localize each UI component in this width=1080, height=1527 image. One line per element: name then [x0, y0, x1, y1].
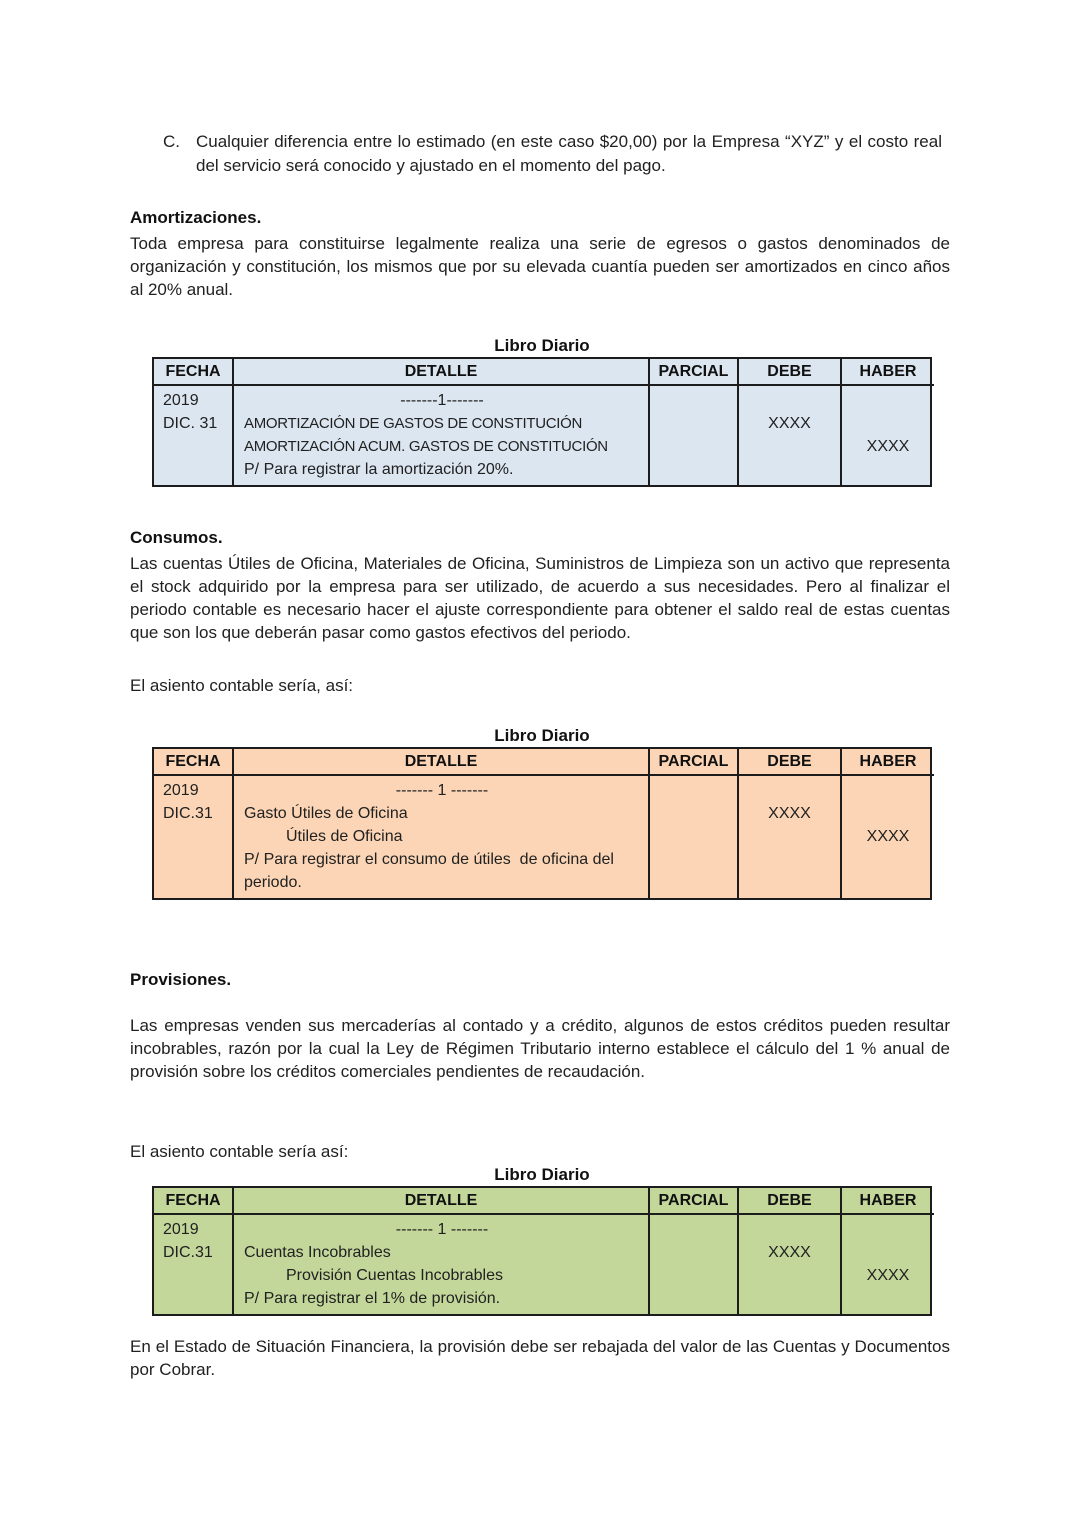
detalle-cell — [234, 386, 650, 485]
lead-in-provisiones: El asiento contable sería así: — [130, 1142, 349, 1161]
list-item-c-text: Cualquier diferencia entre lo estimado (en este caso $20,00) por la Empresa “XYZ” y el costo real del servicio será conocido y ajustado en el momento del pago. — [196, 132, 942, 175]
debe-value: XXXX — [768, 805, 811, 822]
entry-number-line: -------1------- — [400, 392, 484, 409]
empty-line — [842, 802, 934, 825]
note-line: P/ Para registrar el consumo de útiles de oficina del periodo. — [244, 851, 619, 891]
empty-line — [842, 1218, 934, 1241]
entry-number-line: ------- 1 ------- — [395, 1221, 489, 1238]
note-line: P/ Para registrar la amortización 20%. — [244, 461, 514, 478]
fecha-day: DIC.31 — [163, 805, 213, 822]
table-title: Libro Diario — [494, 336, 590, 355]
header-cell-haber: HABER — [842, 359, 934, 386]
note-line: P/ Para registrar el 1% de provisión. — [244, 1290, 501, 1307]
empty-line — [842, 412, 934, 435]
debe-cell — [739, 1215, 842, 1314]
journal-table — [152, 1186, 932, 1316]
detalle-cell — [234, 776, 650, 898]
journal-table-block-provisiones — [152, 1163, 932, 1316]
entry-number-line: ------- 1 ------- — [395, 782, 489, 799]
paragraph-provisiones: Las empresas venden sus mercaderías al contado y a crédito, algunos de estos créditos pueden resultar incobrables, razón por la cual la Ley de Régimen Tributario interno establece el cálculo del 1 % anual de provisión sobre los créditos comerciales pendientes de recaudación. — [130, 1016, 950, 1081]
empty-line — [739, 389, 840, 412]
detalle-cell — [234, 1215, 650, 1314]
haber-cell — [842, 386, 934, 485]
list-item-c — [163, 130, 942, 178]
list-item-c-label: C. — [163, 132, 180, 151]
credit-account-line: Provisión Cuentas Incobrables — [286, 1267, 504, 1284]
heading-amortizaciones: Amortizaciones. — [130, 208, 262, 227]
heading-consumos: Consumos. — [130, 528, 223, 547]
parcial-cell — [650, 386, 739, 485]
fecha-cell — [154, 1215, 234, 1314]
fecha-day: DIC. 31 — [163, 415, 218, 432]
empty-line — [739, 1218, 840, 1241]
header-cell-parcial: PARCIAL — [650, 749, 739, 776]
header-cell-detalle: DETALLE — [234, 1188, 650, 1215]
heading-provisiones: Provisiones. — [130, 970, 232, 989]
header-cell-debe: DEBE — [739, 1188, 842, 1215]
credit-account-line: AMORTIZACIÓN ACUM. GASTOS DE CONSTITUCIÓN — [244, 438, 608, 455]
haber-value: XXXX — [866, 438, 910, 455]
debe-cell — [739, 776, 842, 898]
journal-table — [152, 357, 932, 487]
header-cell-detalle: DETALLE — [234, 359, 650, 386]
header-cell-parcial: PARCIAL — [650, 1188, 739, 1215]
header-cell-debe: DEBE — [739, 359, 842, 386]
empty-line — [842, 389, 934, 412]
fecha-year: 2019 — [163, 782, 199, 799]
paragraph-closing: En el Estado de Situación Financiera, la provisión debe ser rebajada del valor de las Cuentas y Documentos por Cobrar. — [130, 1337, 950, 1379]
empty-line — [842, 1241, 934, 1264]
paragraph-consumos: Las cuentas Útiles de Oficina, Materiales de Oficina, Suministros de Limpieza son un activo que representa el stock adquirido por la empresa para ser utilizado, de acuerdo a sus necesidades. Pero al finalizar el periodo contable es necesario hacer el ajuste correspondiente para obtener el saldo real de estas cuentas que son los que deberán pasar como gastos efectivos del periodo. — [130, 554, 950, 642]
header-cell-fecha: FECHA — [154, 359, 234, 386]
journal-table-block-amortizacion — [152, 334, 932, 487]
credit-account-line: Útiles de Oficina — [286, 828, 403, 845]
fecha-day: DIC.31 — [163, 1244, 213, 1261]
fecha-year: 2019 — [163, 392, 199, 409]
header-cell-fecha: FECHA — [154, 1188, 234, 1215]
haber-value: XXXX — [866, 828, 910, 845]
header-cell-detalle: DETALLE — [234, 749, 650, 776]
debe-value: XXXX — [768, 1244, 811, 1261]
paragraph-amortizaciones: Toda empresa para constituirse legalmente realiza una serie de egresos o gastos denominados de organización y constitución, los mismos que por su elevada cuantía pueden ser amortizados en cinco años al 20% anual. — [130, 234, 950, 299]
header-cell-haber: HABER — [842, 749, 934, 776]
debe-value: XXXX — [768, 415, 811, 432]
haber-cell — [842, 776, 934, 898]
fecha-cell — [154, 776, 234, 898]
parcial-cell — [650, 1215, 739, 1314]
header-cell-debe: DEBE — [739, 749, 842, 776]
fecha-cell — [154, 386, 234, 485]
lead-in-consumos: El asiento contable sería, así: — [130, 676, 354, 695]
header-cell-parcial: PARCIAL — [650, 359, 739, 386]
table-title: Libro Diario — [494, 726, 590, 745]
journal-table-block-consumos — [152, 724, 932, 900]
table-title: Libro Diario — [494, 1165, 590, 1184]
debit-account-line: Cuentas Incobrables — [244, 1244, 391, 1261]
haber-value: XXXX — [866, 1267, 910, 1284]
empty-line — [842, 779, 934, 802]
header-cell-fecha: FECHA — [154, 749, 234, 776]
debit-account-line: Gasto Útiles de Oficina — [244, 805, 408, 822]
journal-table — [152, 747, 932, 900]
debe-cell — [739, 386, 842, 485]
parcial-cell — [650, 776, 739, 898]
fecha-year: 2019 — [163, 1221, 199, 1238]
empty-line — [739, 779, 840, 802]
haber-cell — [842, 1215, 934, 1314]
debit-account-line: AMORTIZACIÓN DE GASTOS DE CONSTITUCIÓN — [244, 415, 583, 432]
header-cell-haber: HABER — [842, 1188, 934, 1215]
